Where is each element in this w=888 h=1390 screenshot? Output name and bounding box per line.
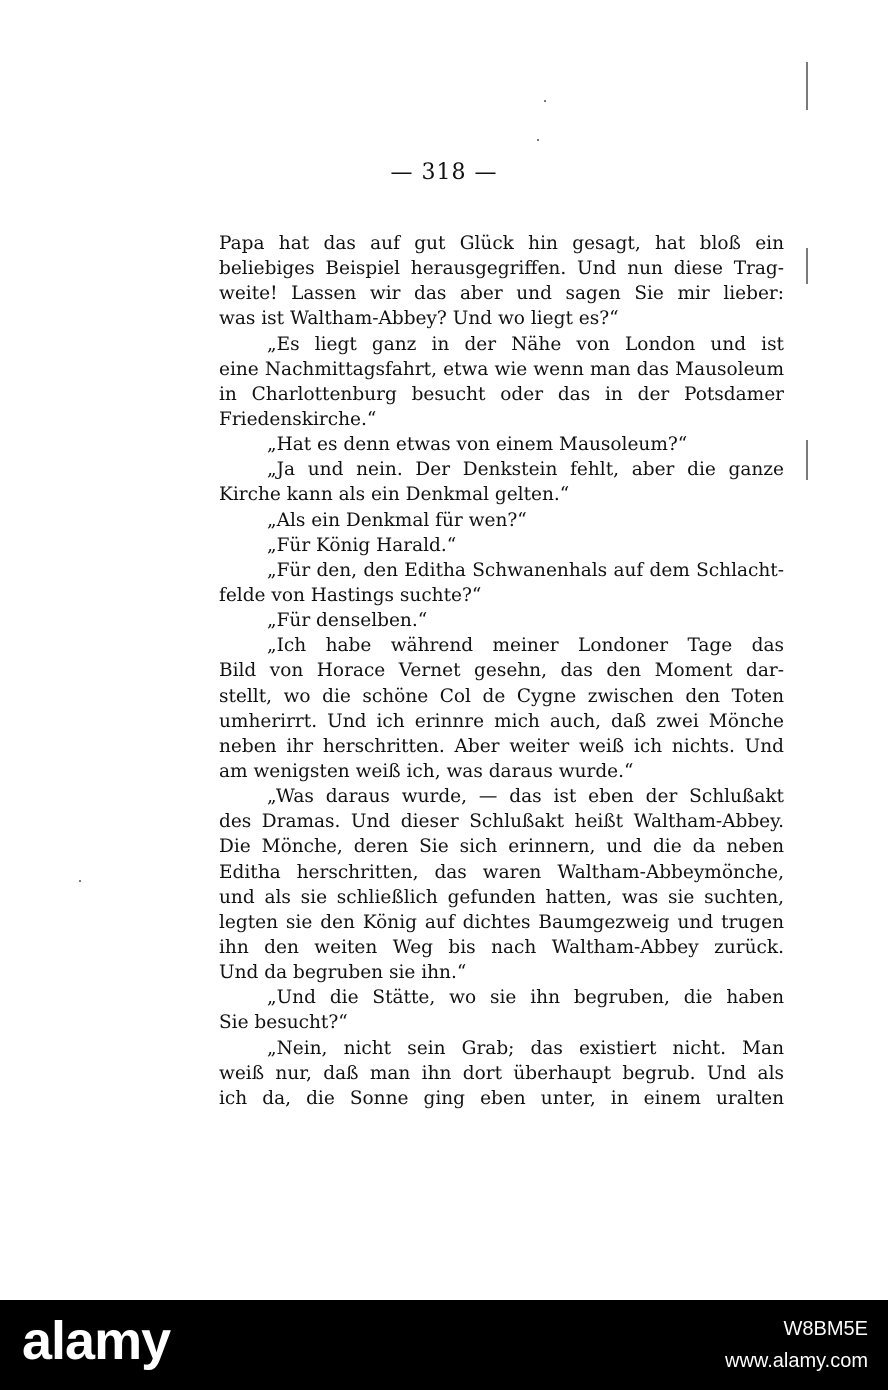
scan-mark	[806, 248, 808, 284]
text-line: „Für König Harald.“	[267, 534, 457, 556]
text-line: beliebiges Beispiel herausgegriffen. Und nun diese Trag-	[219, 258, 784, 280]
text-line: felde von Hastings suchte?“	[219, 584, 482, 606]
text-line: Kirche kann als ein Denkmal gelten.“	[219, 484, 570, 506]
text-line: weiß nur, daß man ihn dort überhaupt begrub. Und als	[219, 1062, 784, 1084]
text-line: Bild von Horace Vernet gesehn, das den Moment dar-	[219, 660, 784, 682]
text-line: weite! Lassen wir das aber und sagen Sie mir lieber:	[219, 283, 784, 305]
text-line: Friedenskirche.“	[219, 408, 377, 430]
text-line: Editha herschritten, das waren Waltham-Abbeymönche,	[219, 861, 784, 883]
text-line: neben ihr herschritten. Aber weiter weiß ich nichts. Und	[219, 735, 784, 757]
alamy-logo: alamy	[22, 1311, 171, 1371]
page-number: — 318 —	[390, 160, 498, 185]
text-line: „Und die Stätte, wo sie ihn begruben, die haben	[267, 987, 784, 1009]
scan-mark	[79, 880, 81, 882]
text-line: legten sie den König auf dichtes Baumgezweig und trugen	[219, 911, 784, 933]
text-line: und als sie schließlich gefunden hatten, was sie suchten,	[219, 886, 784, 908]
text-line: Papa hat das auf gut Glück hin gesagt, hat bloß ein	[219, 233, 784, 254]
watermark-footer	[0, 1300, 888, 1390]
site-url: www.alamy.com	[725, 1350, 868, 1372]
text-line: ihn den weiten Weg bis nach Waltham-Abbey zurück.	[219, 936, 784, 958]
text-line: ich da, die Sonne ging eben unter, in einem uralten	[219, 1087, 784, 1109]
scan-mark	[806, 440, 808, 480]
body-text	[219, 231, 784, 1111]
image-id: W8BM5E	[783, 1318, 868, 1340]
scan-mark	[544, 100, 546, 102]
text-line: umherirrt. Und ich erinnre mich auch, daß zwei Mönche	[219, 710, 784, 732]
text-line: „Hat es denn etwas von einem Mausoleum?“	[267, 434, 688, 456]
text-line: „Für denselben.“	[267, 610, 428, 632]
scan-mark	[537, 139, 539, 141]
text-line: am wenigsten weiß ich, was daraus wurde.“	[219, 760, 634, 782]
text-line: „Als ein Denkmal für wen?“	[267, 509, 527, 531]
scan-mark	[806, 62, 808, 110]
text-line: eine Nachmittagsfahrt, etwa wie wenn man das Mausoleum	[219, 358, 784, 380]
text-line: „Für den, den Editha Schwanenhals auf dem Schlacht-	[267, 559, 784, 581]
text-line: des Dramas. Und dieser Schlußakt heißt Waltham-Abbey.	[219, 811, 784, 833]
text-line: Und da begruben sie ihn.“	[219, 962, 467, 984]
text-line: Sie besucht?“	[219, 1012, 348, 1034]
text-line: „Es liegt ganz in der Nähe von London und ist	[267, 333, 784, 355]
text-line: Die Mönche, deren Sie sich erinnern, und die da neben	[219, 836, 784, 858]
text-line: „Ich habe während meiner Londoner Tage das	[267, 635, 784, 657]
text-line: stellt, wo die schöne Col de Cygne zwischen den Toten	[219, 685, 784, 707]
text-line: „Was daraus wurde, — das ist eben der Schlußakt	[267, 786, 784, 808]
text-line: in Charlottenburg besucht oder das in der Potsdamer	[219, 383, 784, 405]
text-line: „Nein, nicht sein Grab; das existiert nicht. Man	[267, 1037, 784, 1059]
text-line: was ist Waltham-Abbey? Und wo liegt es?“	[219, 308, 619, 330]
text-line: „Ja und nein. Der Denkstein fehlt, aber die ganze	[267, 459, 784, 481]
